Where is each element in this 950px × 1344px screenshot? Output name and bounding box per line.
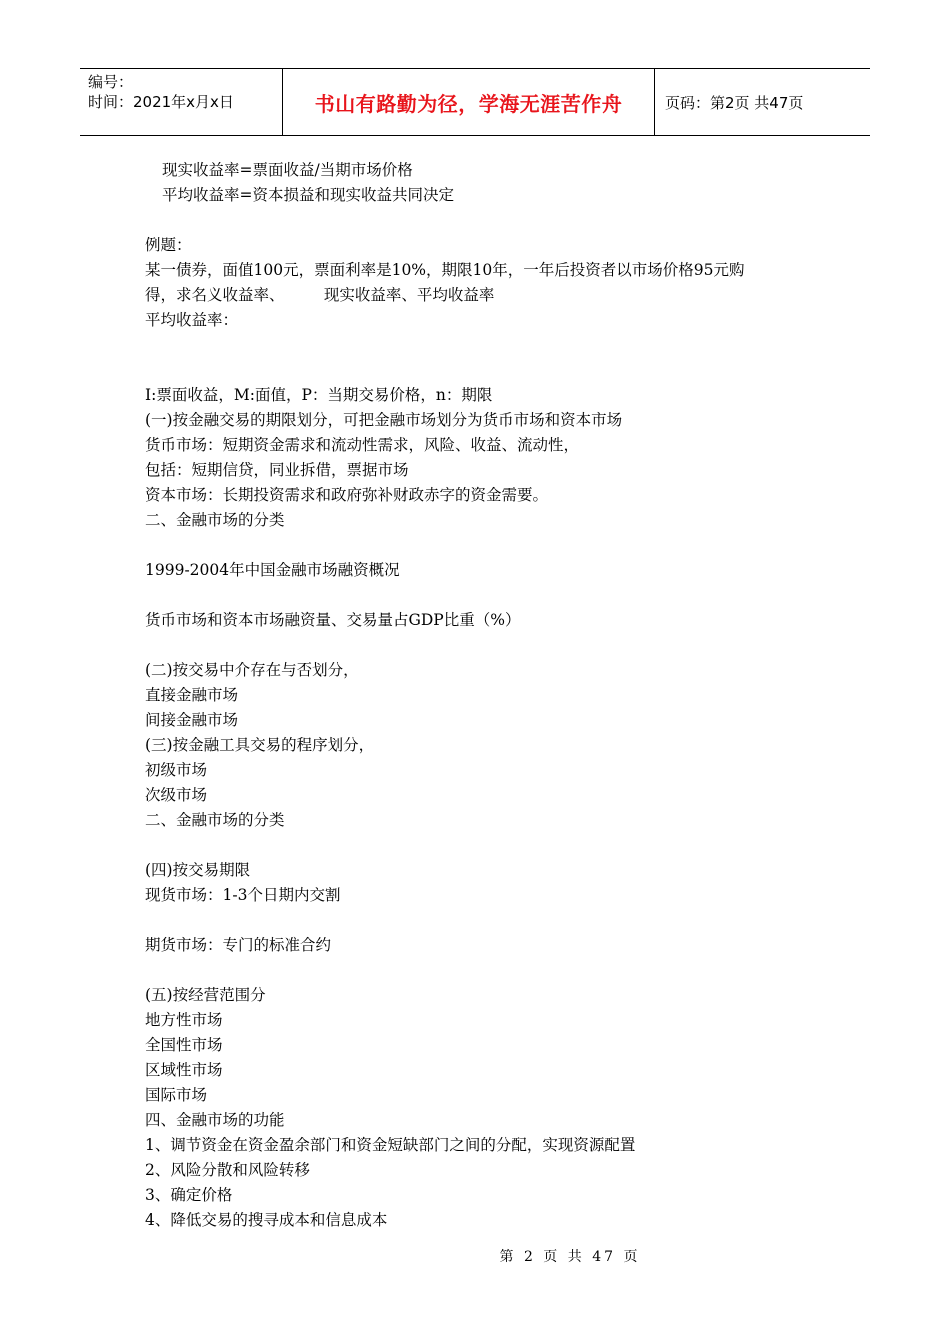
text-line: 现实收益率=票面收益/当期市场价格 <box>162 161 413 179</box>
document-time-label: 时间：2021年x月x日 <box>88 93 234 111</box>
header-motto: 书山有路勤为径，学海无涯苦作舟 <box>283 69 655 135</box>
blank-line <box>145 333 825 358</box>
header-page-code: 页码：第2页 共47页 <box>665 93 804 112</box>
text-line: (一)按金融交易的期限划分，可把金融市场划分为货币市场和资本市场 <box>145 411 623 429</box>
text-line: 直接金融市场 <box>145 686 239 704</box>
text-line: 1999-2004年中国金融市场融资概况 <box>145 561 400 579</box>
page-footer: 第 2 页 共 47 页 <box>499 1249 641 1265</box>
blank-line <box>145 583 825 608</box>
text-line: 平均收益率=资本损益和现实收益共同决定 <box>162 186 454 204</box>
text-line: 某一债券，面值100元，票面利率是10%，期限10年，一年后投资者以市场价格95元购 <box>145 261 745 279</box>
blank-line <box>145 958 825 983</box>
text-line: 货币市场和资本市场融资量、交易量占GDP比重（%） <box>145 611 521 629</box>
text-line: 资本市场：长期投资需求和政府弥补财政赤字的资金需要。 <box>145 486 549 504</box>
text-line: 平均收益率： <box>145 311 239 329</box>
text-line: 次级市场 <box>145 786 208 804</box>
text-line: (三)按金融工具交易的程序划分， <box>145 736 375 754</box>
text-line: I:票面收益，M:面值，P：当期交易价格，n：期限 <box>145 386 493 404</box>
section-heading: 二、金融市场的分类 <box>145 511 285 529</box>
text-line: 3、确定价格 <box>145 1186 233 1204</box>
section-heading: 四、金融市场的功能 <box>145 1111 285 1129</box>
text-line: 全国性市场 <box>145 1036 223 1054</box>
header-meta <box>80 69 283 135</box>
page-header <box>80 68 870 136</box>
section-heading: 二、金融市场的分类 <box>145 811 285 829</box>
text-line: 初级市场 <box>145 761 208 779</box>
blank-line <box>145 908 825 933</box>
text-line: (二)按交易中介存在与否划分， <box>145 661 359 679</box>
blank-line <box>145 208 825 233</box>
text-line: 包括：短期信贷，同业拆借，票据市场 <box>145 461 409 479</box>
text-line: 地方性市场 <box>145 1011 223 1029</box>
document-number-label: 编号： <box>88 73 134 91</box>
blank-line <box>145 358 825 383</box>
text-line: 2、风险分散和风险转移 <box>145 1161 310 1179</box>
text-line: 国际市场 <box>145 1086 208 1104</box>
blank-line <box>145 633 825 658</box>
text-line: 得，求名义收益率、 现实收益率、平均收益率 <box>145 286 495 304</box>
text-line: 区域性市场 <box>145 1061 223 1079</box>
text-line: 现货市场：1-3个日期内交割 <box>145 886 341 904</box>
text-line: 例题： <box>145 236 192 254</box>
document-body <box>145 158 825 1233</box>
text-line: (五)按经营范围分 <box>145 986 266 1004</box>
blank-line <box>145 833 825 858</box>
blank-line <box>145 533 825 558</box>
text-line: 1、调节资金在资金盈余部门和资金短缺部门之间的分配，实现资源配置 <box>145 1136 636 1154</box>
text-line: 间接金融市场 <box>145 711 239 729</box>
text-line: 期货市场：专门的标准合约 <box>145 936 332 954</box>
text-line: 货币市场：短期资金需求和流动性需求，风险、收益、流动性， <box>145 436 580 454</box>
text-line: 4、降低交易的搜寻成本和信息成本 <box>145 1211 388 1229</box>
text-line: (四)按交易期限 <box>145 861 251 879</box>
